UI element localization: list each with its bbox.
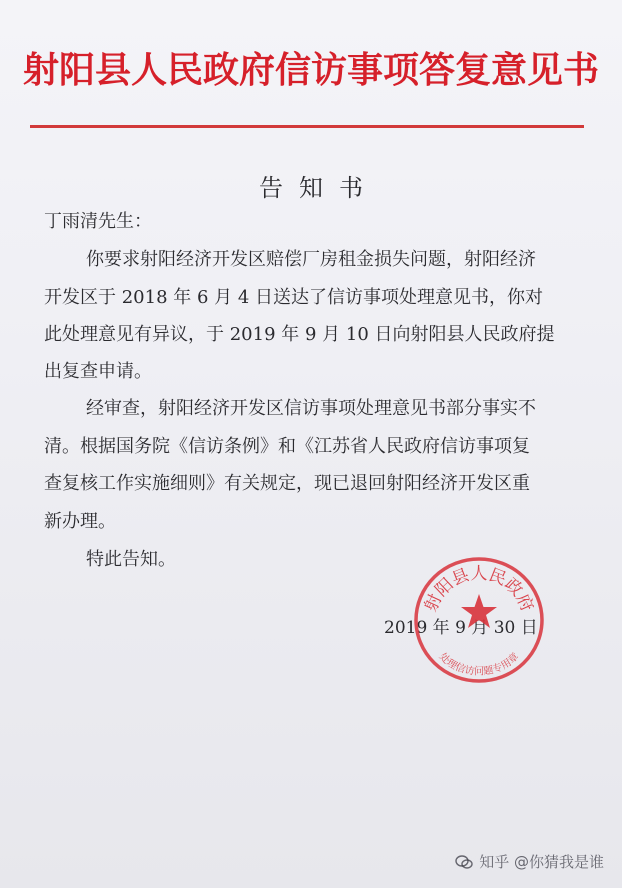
watermark-text: 知乎 @你猜我是谁 (479, 853, 604, 871)
paragraph1-line: 开发区于 2018 年 6 月 4 日送达了信访事项处理意见书，你对 (44, 287, 544, 308)
watermark (455, 851, 604, 872)
document-date: 2019 年 9 月 30 日 (384, 618, 538, 638)
paragraph1-line: 你要求射阳经济开发区赔偿厂房租金损失问题，射阳经济 (86, 249, 536, 270)
paragraph2-line: 清。根据国务院《信访条例》和《江苏省人民政府信访事项复 (44, 436, 530, 457)
seal-top-text: 射阳县人民政府 (421, 564, 537, 615)
star-icon (461, 594, 497, 628)
notice-title: 告知书 (259, 174, 379, 202)
header-red-rule (30, 125, 584, 128)
paragraph2-line: 查复核工作实施细则》有关规定，现已退回射阳经济开发区重 (44, 473, 530, 494)
document-header-title: 射阳县人民政府信访事项答复意见书 (22, 49, 599, 91)
paragraph1-line: 出复查申请。 (44, 361, 152, 382)
paragraph1-line: 此处理意见有异议，于 2019 年 9 月 10 日向射阳县人民政府提 (44, 324, 555, 345)
salutation: 丁雨清先生： (44, 211, 152, 232)
paragraph2-line: 经审查，射阳经济开发区信访事项处理意见书部分事实不 (86, 398, 536, 419)
wechat-icon (455, 853, 473, 871)
seal-bottom-text: 处理信访问题专用章 (436, 651, 522, 678)
closing-line: 特此告知。 (86, 549, 176, 570)
paragraph2-line: 新办理。 (44, 511, 116, 532)
official-seal (410, 552, 548, 688)
